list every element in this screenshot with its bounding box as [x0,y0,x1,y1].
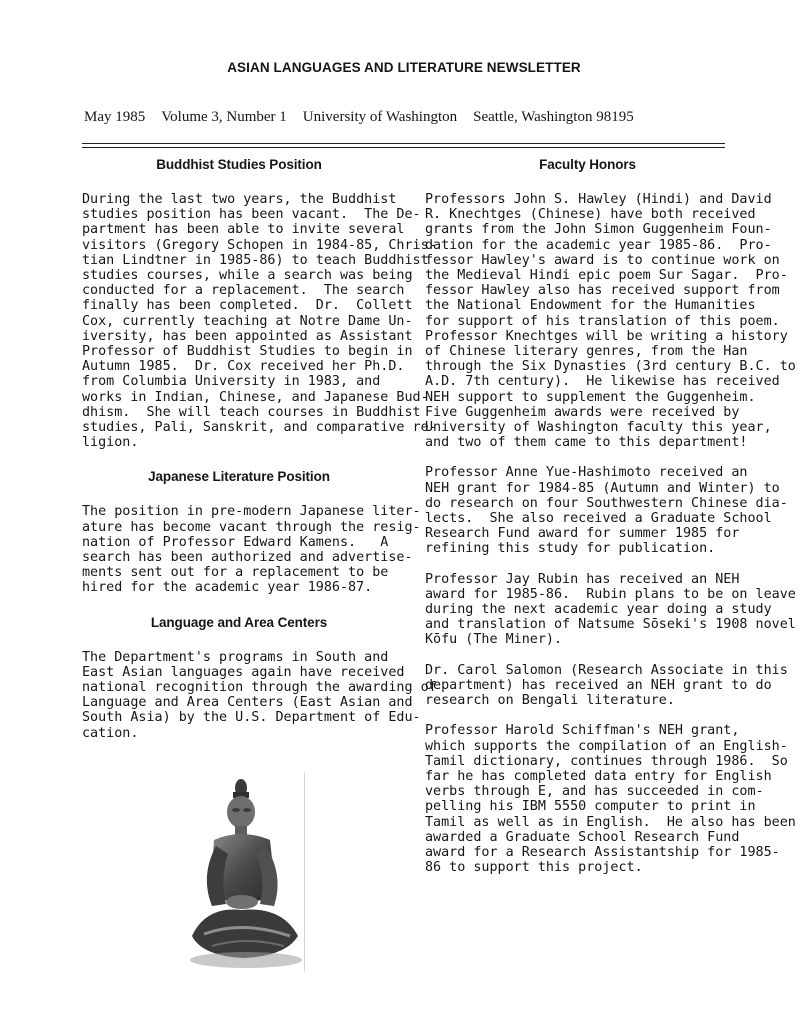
japanese-literature-heading: Japanese Literature Position [148,469,330,485]
left-column [82,156,437,741]
honors-paragraph-rubin: Professor Jay Rubin has received an NEH award for 1985-86. Rubin plans to be on leave during the next academic year doing a study and translation of Natsume Sōseki's 1908 novel Kōfu (The Miner). [425,571,796,648]
masthead-line [84,109,724,126]
honors-paragraph-schiffman: Professor Harold Schiffman's NEH grant, which supports the compilation of an English- Tamil dictionary, continues through 1986. So far he has completed data entry for English verbs through E, and has succeeded in com- pelling his IBM 5550 computer to print in Tamil as well as in English. He also has been awarded a Graduate School Research Fund award for a Research Assistantship for 1985- 86 to support this project. [425,723,796,876]
right-column [425,156,796,876]
japanese-literature-body: The position in pre-modern Japanese liter- ature has become vacant through the resig- nation of Professor Edward Kamens. A search has been authorized and advertise- ments sent out for a replacement to be hired for the academic year 1986-87. [82,504,421,596]
buddhist-studies-body: During the last two years, the Buddhist studies position has been vacant. The De- partment has been able to invite several visitors (Gregory Schopen in 1984-85, Chris- tian Lindtner in 1985-86) to teach Buddhist studies courses, while a search was being conducted for a replacement. The search finally has been completed. Dr. Collett Cox, currently teaching at Notre Dame Un- iversity, has been appointed as Assistant Professor of Buddhist Studies to begin in Autumn 1985. Dr. Cox received her Ph.D. from Columbia University in 1983, and works in Indian, Chinese, and Japanese Bud- dhism. She will teach courses in Buddhist studies, Pali, Sanskrit, and comparative re- ligion. [82,192,437,451]
header-rule-top [82,143,725,144]
faculty-honors-heading: Faculty Honors [539,157,636,172]
header-rule-bottom [82,147,725,148]
language-area-centers-heading: Language and Area Centers [150,614,328,630]
seated-buddha-figure-icon [186,776,306,972]
university-name: University of Washington [302,109,458,125]
buddhist-studies-heading: Buddhist Studies Position [156,157,322,172]
honors-paragraph-guggenheim: Professors John S. Hawley (Hindi) and David R. Knechtges (Chinese) have both received grants from the John Simon Guggenheim Foun- dation for the academic year 1985-86. Pro- fessor Hawley's award is to continue work on the Medieval Hindi epic poem Sur Sagar. Pro- fessor Hawley also has received support from the National Endowment for the Humanities for support of his translation of this poem. Professor Knechtges will be writing a history of Chinese literary genres, from the Han through the Six Dynasties (3rd century B.C. to A.D. 7th century). He likewise has received NEH support to supplement the Guggenheim. Five Guggenheim awards were received by University of Washington faculty this year, and two of them came to this department! [425,192,796,451]
newsletter-title: ASIAN LANGUAGES AND LITERATURE NEWSLETTER [227,60,581,75]
issue-date: May 1985 [84,109,146,125]
honors-paragraph-salomon: Dr. Carol Salomon (Research Associate in this department) has received an NEH grant to do research on Bengali literature. [425,662,788,709]
issue-volume: Volume 3, Number 1 [161,109,287,125]
university-location: Seattle, Washington 98195 [473,109,634,125]
honors-paragraph-yue-hashimoto: Professor Anne Yue-Hashimoto received an NEH grant for 1984-85 (Autumn and Winter) to do research on four Southwestern Chinese dia- lects. She also received a Graduate School Research Fund award for summer 1985 for refining this study for publication. [425,465,788,557]
language-area-centers-body: The Department's programs in South and East Asian languages again have received national recognition through the awarding of Language and Area Centers (East Asian and South Asia) by the U.S. Department of Edu- cation. [82,649,437,741]
